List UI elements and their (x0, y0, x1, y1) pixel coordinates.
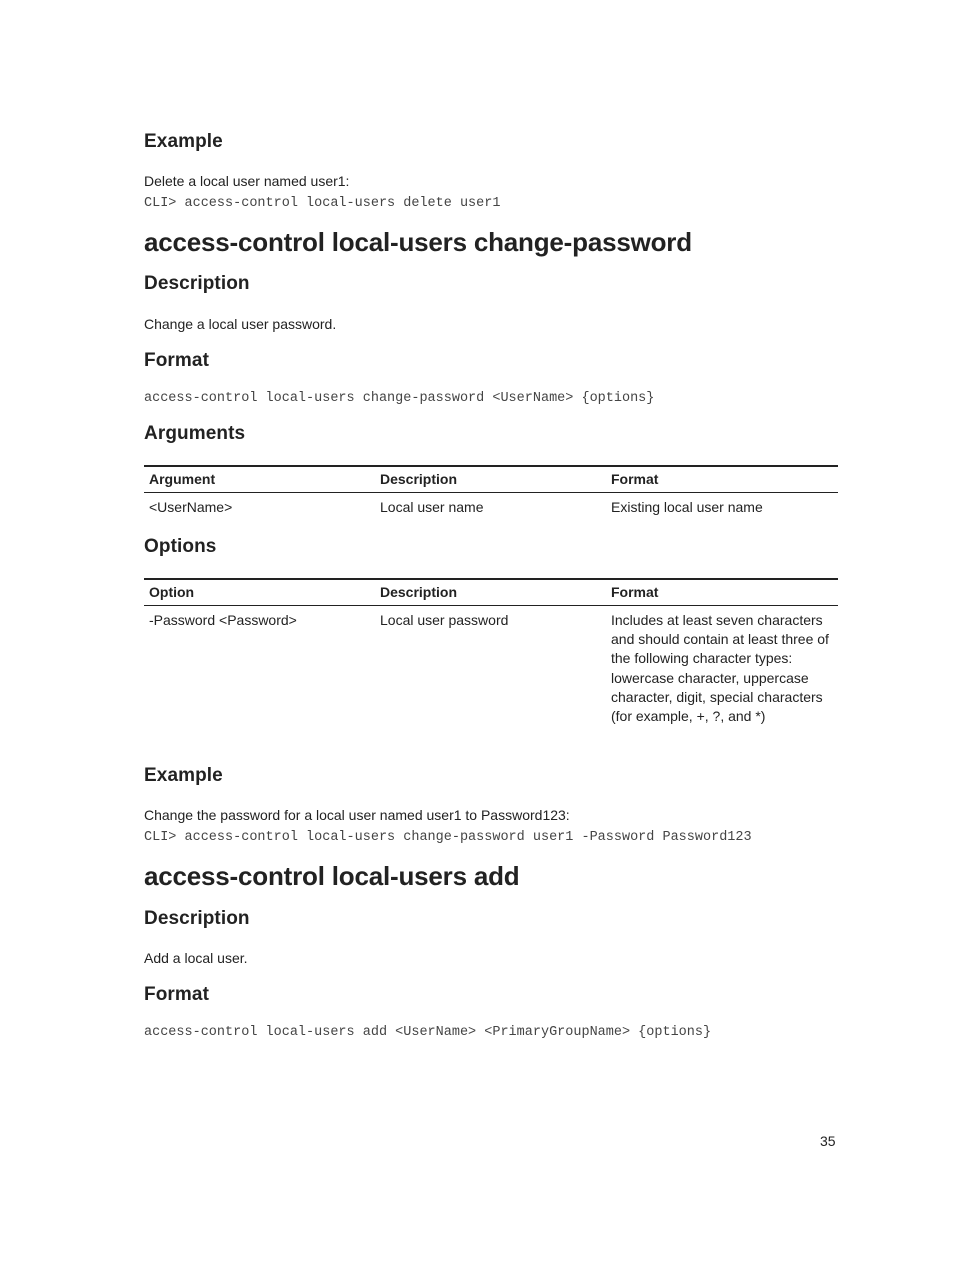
example-text: Change the password for a local user named user1 to Password123: (144, 807, 570, 823)
table-cell: -Password <Password> (149, 612, 297, 628)
example-heading: Example (144, 765, 223, 786)
table-row (144, 606, 838, 727)
table-header-row (144, 579, 838, 606)
table-cell: <UserName> (149, 499, 233, 515)
column-header: Format (606, 466, 838, 493)
options-table (144, 578, 838, 726)
example-code: CLI> access-control local-users delete user1 (144, 196, 501, 211)
column-header: Argument (144, 466, 375, 493)
description-text: Change a local user password. (144, 316, 337, 332)
table-cell: Includes at least seven characters and should contain at least three of the following character types: lowercase character, uppercase character, digit, special characters (for example, +, ?, and *) (611, 612, 829, 725)
column-header: Format (606, 579, 838, 606)
description-heading: Description (144, 273, 250, 294)
arguments-heading: Arguments (144, 423, 246, 444)
section-title-change-password: access-control local-users change-password (144, 227, 692, 257)
column-header: Description (375, 579, 606, 606)
options-heading: Options (144, 536, 217, 557)
page-number: 35 (820, 1133, 836, 1149)
format-heading: Format (144, 350, 209, 371)
format-code: access-control local-users change-password <UserName> {options} (144, 391, 655, 406)
section-title-add: access-control local-users add (144, 861, 520, 891)
format-heading: Format (144, 984, 209, 1005)
table-row (144, 493, 838, 518)
arguments-table (144, 465, 838, 517)
format-code: access-control local-users add <UserName> <PrimaryGroupName> {options} (144, 1025, 712, 1040)
table-header-row (144, 466, 838, 493)
table-cell: Local user name (380, 499, 484, 515)
column-header: Description (375, 466, 606, 493)
table-cell: Local user password (380, 612, 509, 628)
example-code: CLI> access-control local-users change-password user1 -Password Password123 (144, 830, 752, 845)
example-text: Delete a local user named user1: (144, 173, 350, 189)
description-heading: Description (144, 908, 250, 929)
table-cell: Existing local user name (611, 499, 763, 515)
example-heading: Example (144, 131, 223, 152)
column-header: Option (144, 579, 375, 606)
description-text: Add a local user. (144, 950, 248, 966)
